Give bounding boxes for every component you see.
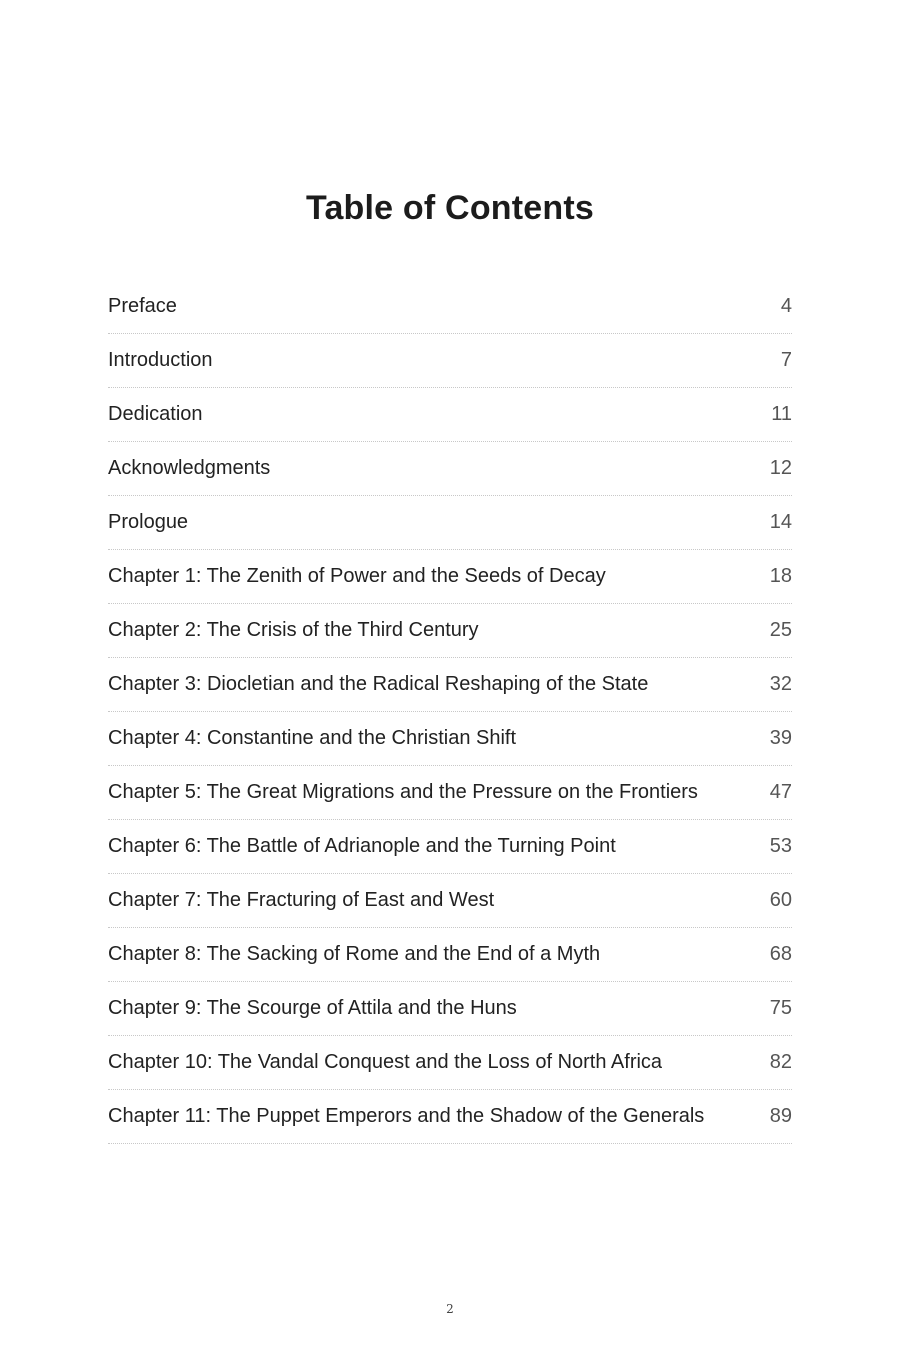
toc-list: [108, 280, 792, 1144]
toc-entry-page: 11: [771, 403, 792, 425]
toc-entry[interactable]: [108, 604, 792, 658]
toc-entry-title: Prologue: [108, 511, 189, 533]
toc-entry-page: 68: [769, 943, 792, 965]
toc-entry-title: Introduction: [108, 349, 213, 371]
page-number: 2: [446, 1302, 454, 1316]
toc-entry[interactable]: [108, 334, 792, 388]
toc-entry-title: Chapter 2: The Crisis of the Third Century: [108, 619, 479, 641]
toc-entry[interactable]: [108, 982, 792, 1036]
toc-entry-title: Chapter 3: Diocletian and the Radical Reshaping of the State: [108, 673, 649, 695]
toc-entry-title: Preface: [108, 295, 177, 317]
toc-entry-page: 12: [769, 457, 792, 479]
toc-entry[interactable]: [108, 874, 792, 928]
toc-entry-title: Chapter 7: The Fracturing of East and West: [108, 889, 495, 911]
toc-entry-title: Chapter 4: Constantine and the Christian Shift: [108, 727, 517, 749]
toc-entry-page: 89: [769, 1105, 792, 1127]
toc-entry-title: Acknowledgments: [108, 457, 271, 479]
toc-entry-page: 4: [780, 295, 792, 317]
toc-entry[interactable]: [108, 928, 792, 982]
toc-entry[interactable]: [108, 1036, 792, 1090]
toc-entry-title: Chapter 5: The Great Migrations and the Pressure on the Frontiers: [108, 781, 698, 803]
toc-entry-page: 18: [769, 565, 792, 587]
toc-entry[interactable]: [108, 388, 792, 442]
toc-entry[interactable]: [108, 280, 792, 334]
toc-entry-page: 32: [769, 673, 792, 695]
toc-entry[interactable]: [108, 766, 792, 820]
toc-entry[interactable]: [108, 442, 792, 496]
toc-entry-page: 25: [769, 619, 792, 641]
toc-entry[interactable]: [108, 550, 792, 604]
toc-entry[interactable]: [108, 820, 792, 874]
toc-entry-page: 7: [780, 349, 792, 371]
toc-entry-page: 60: [769, 889, 792, 911]
toc-entry-title: Chapter 9: The Scourge of Attila and the Huns: [108, 997, 517, 1019]
toc-entry[interactable]: [108, 712, 792, 766]
toc-entry-page: 75: [769, 997, 792, 1019]
toc-entry-title: Chapter 11: The Puppet Emperors and the Shadow of the Generals: [108, 1105, 705, 1127]
toc-entry-page: 82: [769, 1051, 792, 1073]
toc-entry-title: Chapter 1: The Zenith of Power and the Seeds of Decay: [108, 565, 606, 587]
toc-entry[interactable]: [108, 1090, 792, 1144]
toc-entry-title: Chapter 10: The Vandal Conquest and the Loss of North Africa: [108, 1051, 663, 1073]
toc-entry-page: 39: [769, 727, 792, 749]
toc-entry[interactable]: [108, 496, 792, 550]
toc-entry-title: Chapter 8: The Sacking of Rome and the End of a Myth: [108, 943, 601, 965]
toc-entry-page: 47: [769, 781, 792, 803]
toc-entry-title: Chapter 6: The Battle of Adrianople and the Turning Point: [108, 835, 616, 857]
toc-entry[interactable]: [108, 658, 792, 712]
toc-entry-page: 14: [769, 511, 792, 533]
toc-entry-title: Dedication: [108, 403, 203, 425]
page-title: Table of Contents: [306, 189, 594, 227]
toc-entry-page: 53: [769, 835, 792, 857]
